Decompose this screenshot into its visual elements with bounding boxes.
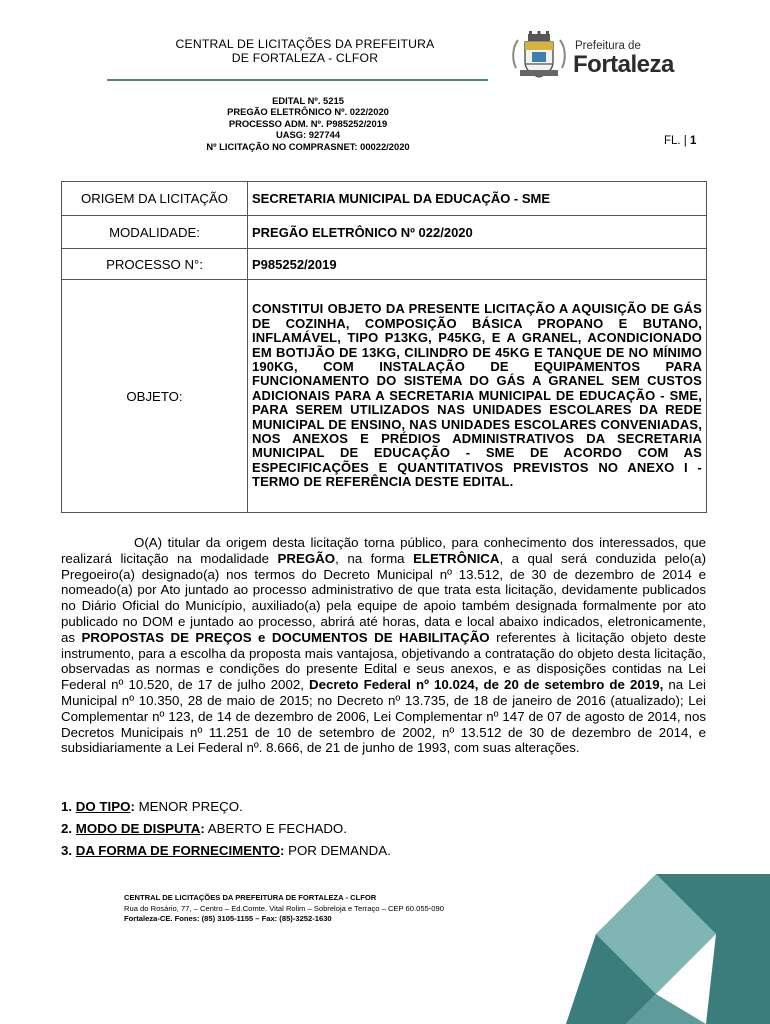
body-bold: Decreto Federal nº 10.024, de 20 de setembro de 2019,	[309, 677, 664, 693]
item-label: DO TIPO	[75, 799, 131, 814]
item-number: 1.	[61, 799, 73, 814]
prefeitura-logo	[510, 30, 685, 82]
label-objeto: OBJETO:	[62, 280, 248, 513]
city-crest-icon	[510, 30, 568, 82]
header-title-line2: DE FORTALEZA - CLFOR	[231, 51, 379, 65]
intro-paragraph	[61, 535, 706, 756]
value-objeto: CONSTITUI OBJETO DA PRESENTE LICITAÇÃO A AQUISIÇÃO DE GÁS DE COZINHA, COMPOSIÇÃO BÁSICA PROPANO E BUTANO, INFLAMÁVEL, TIPO P13KG, P45KG, E A GRANEL, ACONDICIONADO EM BOTIJÃO DE 13KG, CILINDRO DE 45KG E TANQUE DE NO MÍNIMO 190KG, COM INSTALAÇÃO DE EQUIPAMENTOS PARA FUNCIONAMENTO DO SISTEMA DO GÁS A GRANEL SEM CUSTOS ADICIONAIS PARA A SECRETARIA MUNICIPAL DE EDUCAÇÃO - SME, PARA SEREM UTILIZADOS NAS UNIDADES ESCOLARES DA REDE MUNICIPAL DE ENSINO, NAS UNIDADES ESCOLARES CONVENIADAS, NOS ANEXOS E PRÉDIOS ADMINISTRATIVOS DA SECRETARIA MUNICIPAL DE EDUCAÇÃO - SME DE ACORDO COM AS ESPECIFICAÇÕES E QUANTITATIVOS PREVISTOS NO ANEXO I - TERMO DE REFERÊNCIA DESTE EDITAL.	[248, 280, 707, 513]
item-label: DA FORMA DE FORNECIMENTO	[75, 843, 280, 858]
body-bold: PREGÃO	[277, 550, 336, 566]
item-value: ABERTO E FECHADO.	[204, 821, 347, 836]
edital-number: EDITAL Nº. 5215	[272, 95, 344, 106]
processo-number: PROCESSO ADM. Nº. P985252/2019	[228, 117, 388, 129]
value-origem: SECRETARIA MUNICIPAL DA EDUCAÇÃO - SME	[248, 182, 707, 216]
item-number: 3.	[61, 843, 73, 858]
folio-number: 1	[690, 135, 697, 147]
folio-label: FL. |	[664, 135, 687, 147]
header-title	[100, 37, 510, 65]
list-item: 1. DO TIPO: MENOR PREÇO.	[61, 799, 243, 814]
uasg-number: UASG: 927744	[275, 129, 341, 141]
value-modalidade: PREGÃO ELETRÔNICO Nº 022/2020	[248, 216, 707, 249]
body-text: O(A) titular da origem desta licitação torna público, para conhecimento dos interessados, que realizará licitação na modalidade	[61, 535, 706, 566]
table-row	[62, 216, 707, 249]
list-item: 3. DA FORMA DE FORNECIMENTO: POR DEMANDA.	[61, 843, 391, 858]
label-processo: PROCESSO N°:	[62, 249, 248, 280]
list-item: 2. MODO DE DISPUTA: ABERTO E FECHADO.	[61, 821, 347, 836]
table-row	[62, 280, 707, 513]
body-text: , a qual será conduzida pelo(a) Pregoeiro(a) designado(a) nos termos do Decreto Municipal nº 13.512, de 30 de dezembro de 2014 e nomeado(a) por Ato juntado ao processo administrativo de que trata esta licitação, devidamente publicados no Diário Oficial do Município, auxiliado(a) pela equipe de apoio também designada formalmente por ato publicado no DOM e juntado ao processo, abrirá até horas, data e local abaixo indicados, eletronicamente, as	[61, 550, 706, 645]
body-bold: ELETRÔNICA	[413, 550, 500, 566]
body-bold: PROPOSTAS DE PREÇOS e DOCUMENTOS DE HABILITAÇÃO	[81, 629, 490, 645]
table-row	[62, 249, 707, 280]
info-table	[61, 181, 707, 513]
logo-subtitle: Prefeitura de	[575, 40, 641, 52]
item-value: MENOR PREÇO.	[134, 799, 243, 814]
label-origem: ORIGEM DA LICITAÇÃO	[62, 182, 248, 216]
table-row	[62, 182, 707, 216]
item-label: MODO DE DISPUTA	[75, 821, 201, 836]
pregao-number: PREGÃO ELETRÔNICO Nº. 022/2020	[227, 106, 389, 118]
edital-info	[150, 95, 466, 152]
section-list	[61, 796, 661, 862]
footer-phones: Fortaleza-CE. Fones: (85) 3105-1155 – Fax: (85)-3252-1630	[124, 914, 332, 924]
footer-address: Rua do Rosário, 77, – Centro – Ed.Comte. Vital Rolim – Sobreloja e Terraço – CEP 60.055-090	[124, 903, 444, 913]
body-text: , na forma	[335, 550, 414, 566]
header-divider	[107, 79, 488, 81]
item-value: POR DEMANDA.	[284, 843, 391, 858]
logo-title: Fortaleza	[573, 51, 674, 78]
body-text: na Lei Municipal nº 10.350, 28 de maio de 2015; no Decreto nº 13.735, de 18 de janeiro de 2016 (atualizado); Lei Complementar nº 123, de 14 de dezembro de 2006, Lei Complementar nº 147 de 07 de agosto de 2014, nos Decretos Municipais nº 11.251 de 10 de setembro de 2002, nº 13.512 de 30 de dezembro de 2014, e subsidiariamente a Lei Federal nº. 8.666, de 21 de junho de 1993, com suas alterações.	[61, 677, 706, 756]
label-modalidade: MODALIDADE:	[62, 216, 248, 249]
item-number: 2.	[61, 821, 73, 836]
folio	[664, 135, 696, 147]
footer-org: CENTRAL DE LICITAÇÕES DA PREFEITURA DE FORTALEZA - CLFOR	[124, 893, 377, 902]
header-title-line1: CENTRAL DE LICITAÇÕES DA PREFEITURA	[175, 37, 435, 51]
comprasnet-number: Nº LICITAÇÃO NO COMPRASNET: 00022/2020	[206, 140, 410, 152]
body-text: referentes à licitação objeto deste instrumento, para a escolha da proposta mais vantajosa, objetivando a contratação do objeto desta licitação, observadas as normas e condições do presente Edital e seus anexos, e as disposições contidas na Lei Federal nº 10.520, de 17 de julho 2002,	[61, 629, 707, 693]
page-footer	[124, 893, 554, 925]
value-processo: P985252/2019	[248, 249, 707, 280]
footer-decoration	[556, 860, 770, 1024]
